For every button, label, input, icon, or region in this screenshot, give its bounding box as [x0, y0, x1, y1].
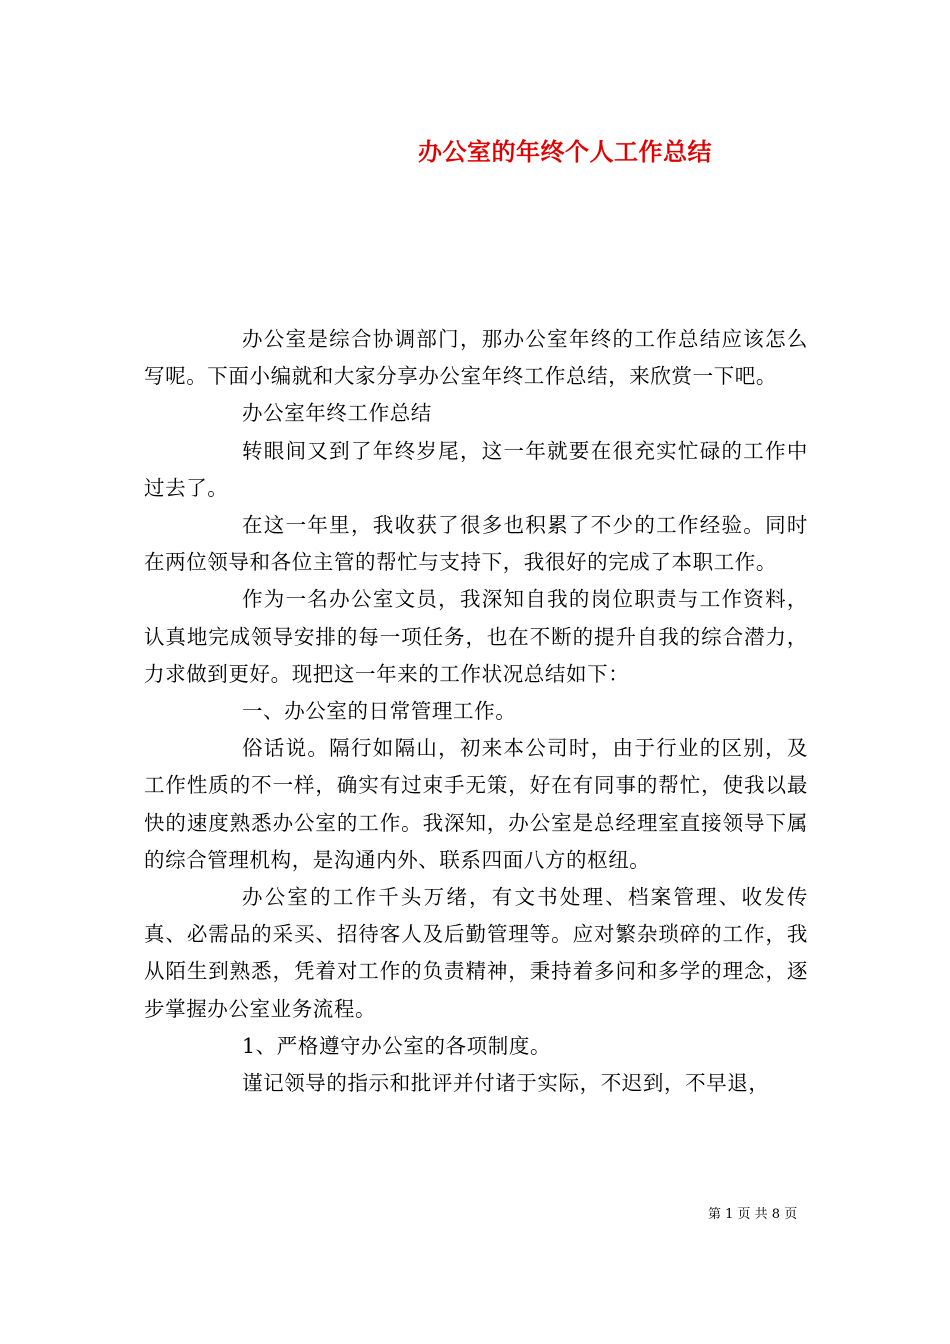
paragraph: 办公室是综合协调部门，那办公室年终的工作总结应该怎么写呢。下面小编就和大家分享办公室年终工作总结，来欣赏一下吧。 [144, 327, 808, 389]
document-body [144, 321, 808, 1102]
paragraph: 办公室的工作千头万绪，有文书处理、档案管理、收发传真、必需品的采买、招待客人及后勤管理等。应对繁杂琐碎的工作，我从陌生到熟悉，凭着对工作的负责精神，秉持着多问和多学的理念，逐步掌握办公室业务流程。 [144, 885, 808, 1021]
paragraph: 转眼间又到了年终岁尾，这一年就要在很充实忙碌的工作中过去了。 [144, 438, 808, 500]
page-footer: 第 1 页 共 8 页 [708, 1207, 798, 1222]
paragraph: 谨记领导的指示和批评并付诸于实际，不迟到，不早退， [242, 1071, 770, 1096]
section-heading: 办公室年终工作总结 [242, 401, 432, 426]
document-title: 办公室的年终个人工作总结 [418, 137, 712, 166]
section-heading: 一、办公室的日常管理工作。 [242, 699, 517, 724]
paragraph: 在这一年里，我收获了很多也积累了不少的工作经验。同时在两位领导和各位主管的帮忙与支持下，我很好的完成了本职工作。 [144, 513, 808, 575]
paragraph: 作为一名办公室文员，我深知自我的岗位职责与工作资料，认真地完成领导安排的每一项任务，也在不断的提升自我的综合潜力，力求做到更好。现把这一年来的工作状况总结如下： [144, 587, 808, 686]
paragraph: 俗话说。隔行如隔山，初来本公司时，由于行业的区别，及工作性质的不一样，确实有过束手无策，好在有同事的帮忙，使我以最快的速度熟悉办公室的工作。我深知，办公室是总经理室直接领导下属的综合管理机构，是沟通内外、联系四面八方的枢纽。 [144, 736, 808, 872]
section-heading: 1、严格遵守办公室的各项制度。 [242, 1033, 552, 1058]
